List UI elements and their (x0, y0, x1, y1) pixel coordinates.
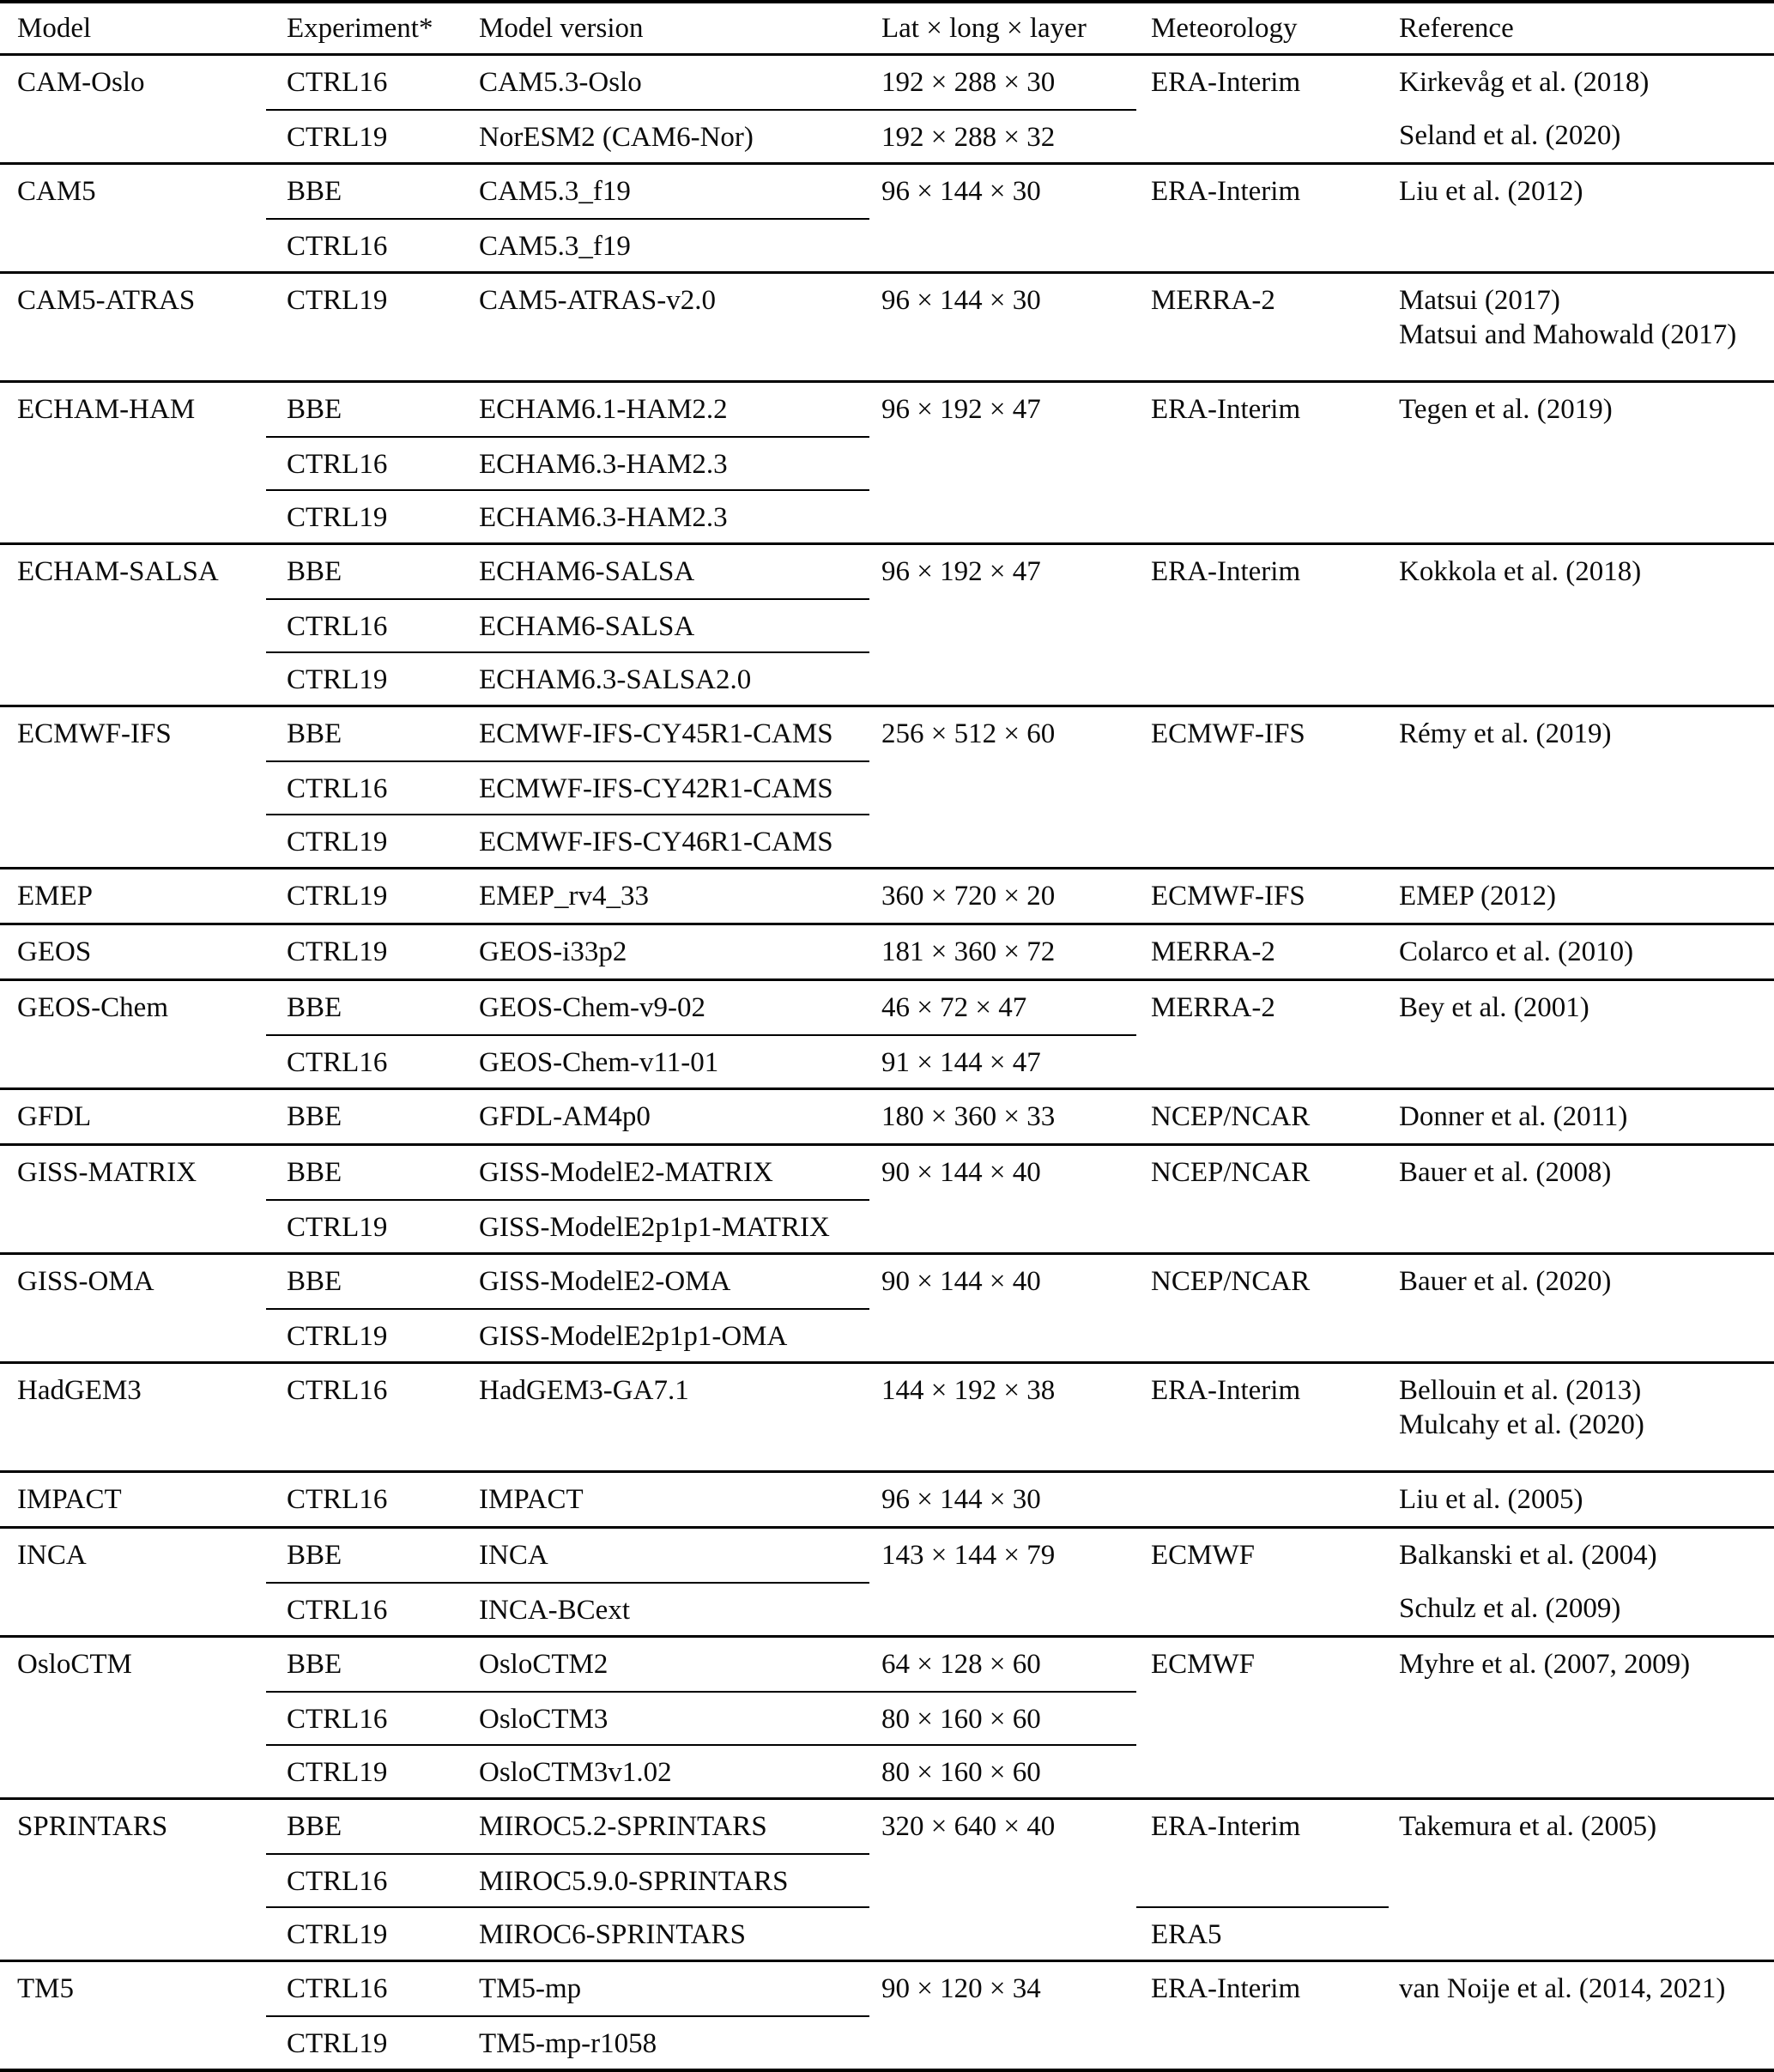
model-cell: GEOS-Chem (17, 992, 168, 1023)
grid-cell (869, 1853, 1136, 1906)
meteorology-cell: ERA-Interim (1151, 67, 1301, 98)
model-cell: GFDL (17, 1101, 92, 1132)
experiment-cell: CTRL19 (287, 936, 388, 967)
table-row (0, 1691, 1774, 1744)
reference-cell (1389, 1853, 1774, 1906)
reference-cell (1389, 1638, 1774, 1691)
model-group-impact (0, 1470, 1774, 1526)
table-row (0, 436, 1774, 489)
reference-line: Schulz et al. (2009) (1399, 1593, 1621, 1624)
reference-line: Kirkevåg et al. (2018) (1399, 67, 1650, 98)
meteorology-cell: ERA-Interim (1151, 1973, 1301, 2004)
version-cell: NorESM2 (CAM6-Nor) (458, 109, 869, 162)
table-row (0, 1034, 1774, 1087)
grid-cell: 96 × 144 × 30 (881, 176, 1041, 207)
grid-cell (869, 218, 1136, 271)
meteorology-cell: ERA-Interim (1151, 1375, 1301, 1406)
meteorology-cell (1136, 598, 1389, 651)
experiment-cell: CTRL16 (287, 1484, 388, 1515)
model-cell (0, 1744, 266, 1797)
meteorology-cell: ERA-Interim (1151, 1811, 1301, 1842)
reference-line: Mulcahy et al. (2020) (1399, 1409, 1644, 1440)
version-cell: INCA (479, 1540, 548, 1571)
model-cell: TM5 (17, 1973, 74, 2004)
model-cell: SPRINTARS (17, 1811, 168, 1842)
model-cell (0, 2015, 266, 2069)
reference-line: Matsui and Mahowald (2017) (1399, 319, 1737, 350)
grid-cell: 143 × 144 × 79 (881, 1540, 1056, 1571)
grid-cell: 320 × 640 × 40 (881, 1811, 1056, 1842)
model-group-sprintars (0, 1797, 1774, 1960)
reference-line: van Noije et al. (2014, 2021) (1399, 1973, 1726, 2004)
model-group-hadgem3 (0, 1361, 1774, 1470)
version-cell: ECHAM6.1-HAM2.2 (479, 394, 728, 425)
experiment-cell: CTRL19 (266, 489, 458, 542)
meteorology-cell (1136, 109, 1389, 162)
reference-cell (1389, 1691, 1774, 1744)
version-cell: ECMWF-IFS-CY45R1-CAMS (479, 718, 833, 749)
model-cell: ECHAM-SALSA (17, 556, 219, 587)
reference-cell (1389, 1529, 1774, 1582)
version-cell: GEOS-i33p2 (479, 936, 627, 967)
table-row (0, 274, 1774, 380)
reference-line: Bellouin et al. (2013) (1399, 1375, 1642, 1406)
table-row (0, 760, 1774, 814)
reference-cell (1389, 1800, 1774, 1853)
model-cell (0, 218, 266, 271)
version-cell: ECMWF-IFS-CY42R1-CAMS (458, 760, 869, 814)
grid-cell: 256 × 512 × 60 (881, 718, 1056, 749)
reference-cell (1389, 981, 1774, 1034)
meteorology-cell: MERRA-2 (1151, 992, 1275, 1023)
grid-cell: 360 × 720 × 20 (881, 881, 1056, 912)
meteorology-cell: NCEP/NCAR (1151, 1101, 1311, 1132)
reference-line: EMEP (2012) (1399, 881, 1557, 912)
grid-cell: 180 × 360 × 33 (881, 1101, 1056, 1132)
reference-cell (1389, 383, 1774, 436)
reference-cell (1389, 545, 1774, 598)
reference-line: Bauer et al. (2020) (1399, 1266, 1612, 1297)
reference-line: Matsui (2017) (1399, 285, 1560, 316)
experiment-cell: CTRL19 (266, 814, 458, 867)
experiment-cell: BBE (287, 394, 342, 425)
table-row (0, 1638, 1774, 1691)
model-group-giss-matrix (0, 1143, 1774, 1252)
table-row (0, 56, 1774, 109)
grid-cell: 80 × 160 × 60 (869, 1744, 1136, 1797)
experiment-cell: CTRL16 (266, 760, 458, 814)
meteorology-cell (1136, 1473, 1389, 1526)
model-group-cam5-atras (0, 271, 1774, 380)
model-group-giss-oma (0, 1252, 1774, 1361)
meteorology-cell (1136, 1582, 1389, 1635)
version-cell: GFDL-AM4p0 (479, 1101, 651, 1132)
table-row (0, 165, 1774, 218)
reference-line: Kokkola et al. (2018) (1399, 556, 1642, 587)
experiment-cell: CTRL19 (287, 285, 388, 316)
version-cell: ECHAM6.3-HAM2.3 (458, 489, 869, 542)
version-cell: INCA-BCext (458, 1582, 869, 1635)
grid-cell (869, 2015, 1136, 2069)
grid-cell (869, 1582, 1136, 1635)
grid-cell: 91 × 144 × 47 (869, 1034, 1136, 1087)
experiment-cell: BBE (287, 176, 342, 207)
experiment-cell: CTRL19 (266, 1744, 458, 1797)
model-cell: GEOS (17, 936, 92, 967)
table-row (0, 1308, 1774, 1361)
meteorology-cell (1136, 1853, 1389, 1906)
model-group-cam5 (0, 162, 1774, 271)
reference-cell (1389, 1308, 1774, 1361)
grid-cell (869, 1199, 1136, 1252)
meteorology-cell (1136, 1691, 1389, 1744)
meteorology-cell (1136, 489, 1389, 542)
meteorology-cell: ECMWF-IFS (1151, 718, 1305, 749)
model-cell: GISS-MATRIX (17, 1157, 197, 1188)
experiment-cell: CTRL19 (266, 109, 458, 162)
grid-cell: 90 × 144 × 40 (881, 1157, 1041, 1188)
reference-line: Rémy et al. (2019) (1399, 718, 1612, 749)
table-row (0, 1529, 1774, 1582)
model-cell (0, 1853, 266, 1906)
version-cell: CAM5.3-Oslo (479, 67, 642, 98)
version-cell: CAM5.3_f19 (479, 176, 631, 207)
model-cell: HadGEM3 (17, 1375, 142, 1406)
grid-cell: 96 × 144 × 30 (881, 1484, 1041, 1515)
experiment-cell: CTRL19 (266, 1308, 458, 1361)
version-cell: CAM5.3_f19 (458, 218, 869, 271)
reference-line: Balkanski et al. (2004) (1399, 1540, 1657, 1571)
experiment-cell: BBE (287, 1101, 342, 1132)
experiment-cell: BBE (287, 1649, 342, 1680)
reference-cell (1389, 1090, 1774, 1143)
reference-line: Myhre et al. (2007, 2009) (1399, 1649, 1691, 1680)
model-cell (0, 1034, 266, 1087)
reference-cell (1389, 56, 1774, 109)
model-cell: INCA (17, 1540, 87, 1571)
experiment-cell: CTRL16 (266, 1582, 458, 1635)
reference-line: Takemura et al. (2005) (1399, 1811, 1657, 1842)
table-row (0, 1853, 1774, 1906)
experiment-cell: BBE (287, 1157, 342, 1188)
model-cell: CAM-Oslo (17, 67, 145, 98)
model-cell (0, 109, 266, 162)
version-cell: OsloCTM3v1.02 (458, 1744, 869, 1797)
experiment-cell: BBE (287, 992, 342, 1023)
reference-cell (1389, 1364, 1774, 1470)
grid-cell: 192 × 288 × 32 (869, 109, 1136, 162)
model-cell (0, 760, 266, 814)
table-header-row (0, 3, 1774, 53)
experiment-cell: CTRL16 (287, 67, 388, 98)
model-group-geos (0, 923, 1774, 978)
model-group-emep (0, 867, 1774, 923)
version-cell: GEOS-Chem-v11-01 (458, 1034, 869, 1087)
grid-cell: 64 × 128 × 60 (881, 1649, 1041, 1680)
model-cell (0, 1582, 266, 1635)
version-cell: MIROC5.9.0-SPRINTARS (458, 1853, 869, 1906)
meteorology-cell (1136, 2015, 1389, 2069)
model-group-echam-ham (0, 380, 1774, 542)
reference-line: Donner et al. (2011) (1399, 1101, 1628, 1132)
grid-cell (869, 814, 1136, 867)
model-cell: IMPACT (17, 1484, 122, 1515)
model-cell: ECHAM-HAM (17, 394, 196, 425)
meteorology-cell: NCEP/NCAR (1151, 1266, 1311, 1297)
version-cell: ECMWF-IFS-CY46R1-CAMS (458, 814, 869, 867)
meteorology-cell (1136, 760, 1389, 814)
reference-cell (1389, 1255, 1774, 1308)
reference-cell (1389, 1034, 1774, 1087)
meteorology-cell (1136, 1744, 1389, 1797)
model-cell: CAM5 (17, 176, 96, 207)
experiment-cell: BBE (287, 1540, 342, 1571)
version-cell: GEOS-Chem-v9-02 (479, 992, 705, 1023)
experiment-cell: CTRL19 (287, 881, 388, 912)
experiment-cell: CTRL19 (266, 1199, 458, 1252)
column-header-experiment: Experiment* (287, 13, 433, 44)
table-row (0, 1255, 1774, 1308)
experiment-cell: CTRL16 (266, 598, 458, 651)
grid-cell (869, 760, 1136, 814)
meteorology-cell: MERRA-2 (1151, 285, 1275, 316)
meteorology-cell (1136, 1199, 1389, 1252)
column-header-model-version: Model version (479, 13, 644, 44)
table-row (0, 1906, 1774, 1960)
grid-cell: 96 × 192 × 47 (881, 556, 1041, 587)
grid-cell: 181 × 360 × 72 (881, 936, 1056, 967)
model-cell (0, 489, 266, 542)
grid-cell: 192 × 288 × 30 (881, 67, 1056, 98)
model-group-ecmwf-ifs (0, 705, 1774, 867)
table-row (0, 383, 1774, 436)
table-row (0, 814, 1774, 867)
version-cell: HadGEM3-GA7.1 (479, 1375, 689, 1406)
version-cell: ECHAM6.3-HAM2.3 (458, 436, 869, 489)
reference-cell (1389, 1962, 1774, 2015)
experiment-cell: BBE (287, 1266, 342, 1297)
table-row (0, 1199, 1774, 1252)
meteorology-cell (1136, 1308, 1389, 1361)
meteorology-cell (1136, 814, 1389, 867)
experiment-cell: CTRL19 (266, 2015, 458, 2069)
reference-cell (1389, 109, 1774, 162)
table-body (0, 53, 1774, 2069)
model-cell (0, 1691, 266, 1744)
reference-line: Bey et al. (2001) (1399, 992, 1589, 1023)
reference-line: Liu et al. (2012) (1399, 176, 1583, 207)
model-cell: OsloCTM (17, 1649, 132, 1680)
reference-cell (1389, 274, 1774, 380)
table-row (0, 1744, 1774, 1797)
model-group-inca (0, 1526, 1774, 1635)
meteorology-cell: ECMWF (1151, 1540, 1256, 1571)
table-row (0, 1090, 1774, 1143)
version-cell: ECHAM6-SALSA (479, 556, 695, 587)
grid-cell (869, 598, 1136, 651)
table-row (0, 981, 1774, 1034)
experiment-cell: BBE (287, 718, 342, 749)
reference-cell (1389, 814, 1774, 867)
model-cell: EMEP (17, 881, 94, 912)
grid-cell: 90 × 120 × 34 (881, 1973, 1041, 2004)
grid-cell: 96 × 192 × 47 (881, 394, 1041, 425)
grid-cell (869, 651, 1136, 705)
table-row (0, 707, 1774, 760)
table-row (0, 489, 1774, 542)
grid-cell: 144 × 192 × 38 (881, 1375, 1056, 1406)
table-row (0, 869, 1774, 923)
table-row (0, 1582, 1774, 1635)
experiment-cell: CTRL16 (266, 1691, 458, 1744)
grid-cell (869, 436, 1136, 489)
version-cell: GISS-ModelE2-OMA (479, 1266, 731, 1297)
reference-cell (1389, 1146, 1774, 1199)
version-cell: MIROC6-SPRINTARS (458, 1906, 869, 1960)
version-cell: CAM5-ATRAS-v2.0 (479, 285, 716, 316)
meteorology-cell (1136, 218, 1389, 271)
table-row (0, 1473, 1774, 1526)
reference-cell (1389, 218, 1774, 271)
reference-cell (1389, 1473, 1774, 1526)
reference-cell (1389, 598, 1774, 651)
reference-line: Colarco et al. (2010) (1399, 936, 1634, 967)
version-cell: ECHAM6.3-SALSA2.0 (458, 651, 869, 705)
model-group-cam-oslo (0, 53, 1774, 162)
meteorology-cell: ERA-Interim (1151, 176, 1301, 207)
meteorology-cell: ECMWF (1151, 1649, 1256, 1680)
meteorology-cell: NCEP/NCAR (1151, 1157, 1311, 1188)
model-cell (0, 814, 266, 867)
reference-cell (1389, 489, 1774, 542)
grid-cell (869, 1308, 1136, 1361)
model-group-gfdl (0, 1087, 1774, 1143)
table-row (0, 1962, 1774, 2015)
table-row (0, 2015, 1774, 2069)
experiment-cell: CTRL16 (266, 218, 458, 271)
column-header-reference: Reference (1399, 13, 1514, 44)
grid-cell (869, 1906, 1136, 1960)
model-cell (0, 436, 266, 489)
version-cell: GISS-ModelE2-MATRIX (479, 1157, 773, 1188)
version-cell: OsloCTM2 (479, 1649, 608, 1680)
reference-cell (1389, 1582, 1774, 1635)
experiment-cell: CTRL19 (266, 1906, 458, 1960)
reference-cell (1389, 869, 1774, 923)
column-header-meteorology: Meteorology (1151, 13, 1298, 44)
version-cell: OsloCTM3 (458, 1691, 869, 1744)
grid-cell: 80 × 160 × 60 (869, 1691, 1136, 1744)
column-header-model: Model (17, 13, 92, 44)
model-cell: CAM5-ATRAS (17, 285, 196, 316)
experiment-cell: BBE (287, 1811, 342, 1842)
grid-cell (869, 489, 1136, 542)
version-cell: IMPACT (479, 1484, 584, 1515)
reference-line: Bauer et al. (2008) (1399, 1157, 1612, 1188)
table-row (0, 1146, 1774, 1199)
version-cell: EMEP_rv4_33 (479, 881, 649, 912)
table-row (0, 651, 1774, 705)
reference-cell (1389, 1199, 1774, 1252)
table-row (0, 925, 1774, 978)
grid-cell: 90 × 144 × 40 (881, 1266, 1041, 1297)
model-group-echam-salsa (0, 542, 1774, 705)
meteorology-cell: MERRA-2 (1151, 936, 1275, 967)
reference-cell (1389, 707, 1774, 760)
experiment-cell: CTRL16 (266, 1853, 458, 1906)
table-row (0, 109, 1774, 162)
reference-cell (1389, 760, 1774, 814)
meteorology-cell: ERA-Interim (1151, 556, 1301, 587)
model-cell: GISS-OMA (17, 1266, 154, 1297)
meteorology-cell: ERA-Interim (1151, 394, 1301, 425)
table-row (0, 545, 1774, 598)
meteorology-cell: ERA5 (1136, 1906, 1389, 1960)
table-row (0, 1364, 1774, 1470)
experiment-cell: CTRL16 (287, 1973, 388, 2004)
version-cell: TM5-mp-r1058 (458, 2015, 869, 2069)
grid-cell: 46 × 72 × 47 (881, 992, 1027, 1023)
table-row (0, 598, 1774, 651)
reference-line: Liu et al. (2005) (1399, 1484, 1583, 1515)
experiment-cell: BBE (287, 556, 342, 587)
experiment-cell: CTRL16 (266, 436, 458, 489)
model-cell (0, 651, 266, 705)
reference-cell (1389, 2015, 1774, 2069)
reference-cell (1389, 651, 1774, 705)
grid-cell: 96 × 144 × 30 (881, 285, 1041, 316)
experiment-cell: CTRL16 (266, 1034, 458, 1087)
experiment-cell: CTRL16 (287, 1375, 388, 1406)
version-cell: GISS-ModelE2p1p1-OMA (458, 1308, 869, 1361)
reference-line: Tegen et al. (2019) (1399, 394, 1613, 425)
experiment-cell: CTRL19 (266, 651, 458, 705)
model-cell (0, 598, 266, 651)
meteorology-cell (1136, 651, 1389, 705)
model-cell: ECMWF-IFS (17, 718, 172, 749)
table-row (0, 1800, 1774, 1853)
meteorology-cell (1136, 1034, 1389, 1087)
reference-cell (1389, 165, 1774, 218)
reference-line: Seland et al. (2020) (1399, 120, 1621, 151)
version-cell: MIROC5.2-SPRINTARS (479, 1811, 767, 1842)
reference-cell (1389, 436, 1774, 489)
model-cell (0, 1906, 266, 1960)
meteorology-cell (1136, 436, 1389, 489)
model-group-tm5 (0, 1960, 1774, 2069)
meteorology-cell: ECMWF-IFS (1151, 881, 1305, 912)
version-cell: ECHAM6-SALSA (458, 598, 869, 651)
reference-cell (1389, 925, 1774, 978)
model-group-geos-chem (0, 978, 1774, 1087)
version-cell: TM5-mp (479, 1973, 582, 2004)
table-row (0, 218, 1774, 271)
model-group-osloctm (0, 1635, 1774, 1797)
model-cell (0, 1308, 266, 1361)
column-header-grid: Lat × long × layer (881, 13, 1087, 44)
model-cell (0, 1199, 266, 1252)
reference-cell (1389, 1906, 1774, 1960)
version-cell: GISS-ModelE2p1p1-MATRIX (458, 1199, 869, 1252)
reference-cell (1389, 1744, 1774, 1797)
